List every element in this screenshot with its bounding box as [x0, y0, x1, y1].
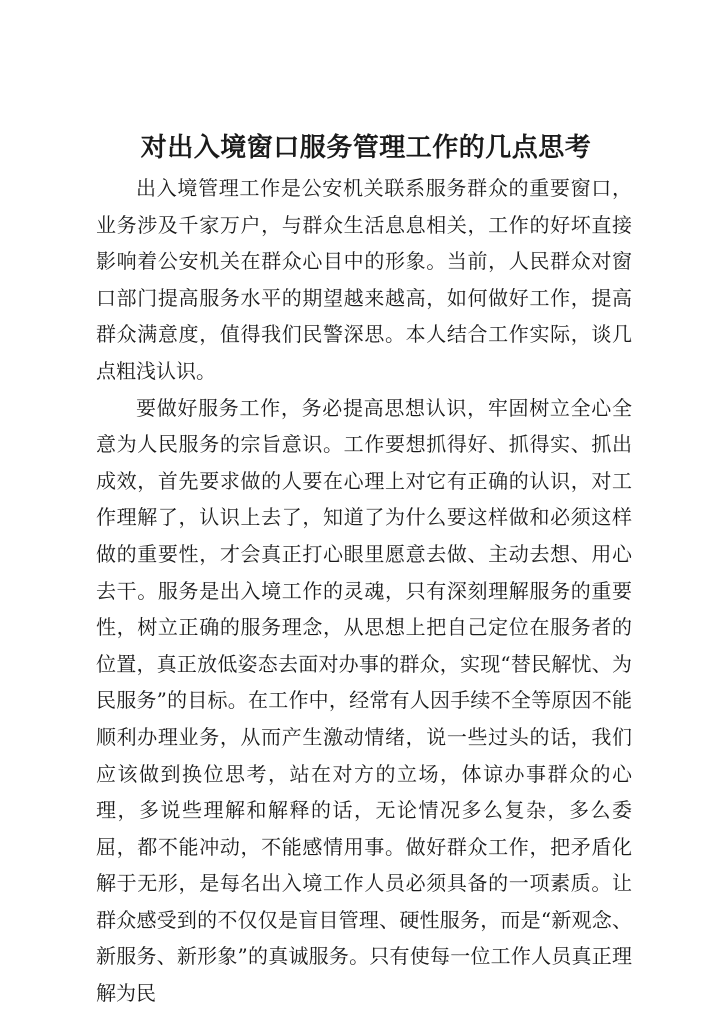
body-paragraph-service-awareness: 要做好服务工作，务必提高思想认识，牢固树立全心全意为人民服务的宗旨意识。工作要想抓得好、抓得实、抓出成效，首先要求做的人要在心理上对它有正确的认识，对工作理解了，认识上去了，知道了为什么要这样做和必须这样做的重要性，才会真正打心眼里愿意去做、主动去想、用心去干。服务是出入境工作的灵魂，只有深刻理解服务的重要性，树立正确的服务理念，从思想上把自己定位在服务者的位置，真正放低姿态去面对办事的群众，实现“替民解忧、为民服务”的目标。在工作中，经常有人因手续不全等原因不能顺利办理业务，从而产生激动情绪，说一些过头的话，我们应该做到换位思考，站在对方的立场，体谅办事群众的心理，多说些理解和解释的话，无论情况多么复杂，多么委屈，都不能冲动，不能感情用事。做好群众工作，把矛盾化解于无形，是每名出入境工作人员必须具备的一项素质。让群众感受到的不仅仅是盲目管理、硬性服务，而是“新观念、新服务、新形象”的真诚服务。只有使每一位工作人员真正理解为民	[96, 395, 632, 1006]
document-title: 对出入境窗口服务管理工作的几点思考	[140, 133, 592, 163]
body-paragraph-intro: 出入境管理工作是公安机关联系服务群众的重要窗口，业务涉及千家万户，与群众生活息息相关，工作的好坏直接影响着公安机关在群众心目中的形象。当前，人民群众对窗口部门提高服务水平的期望越来越高，如何做好工作，提高群众满意度，值得我们民警深思。本人结合工作实际，谈几点粗浅认识。	[96, 176, 632, 383]
document-body	[96, 170, 632, 1012]
